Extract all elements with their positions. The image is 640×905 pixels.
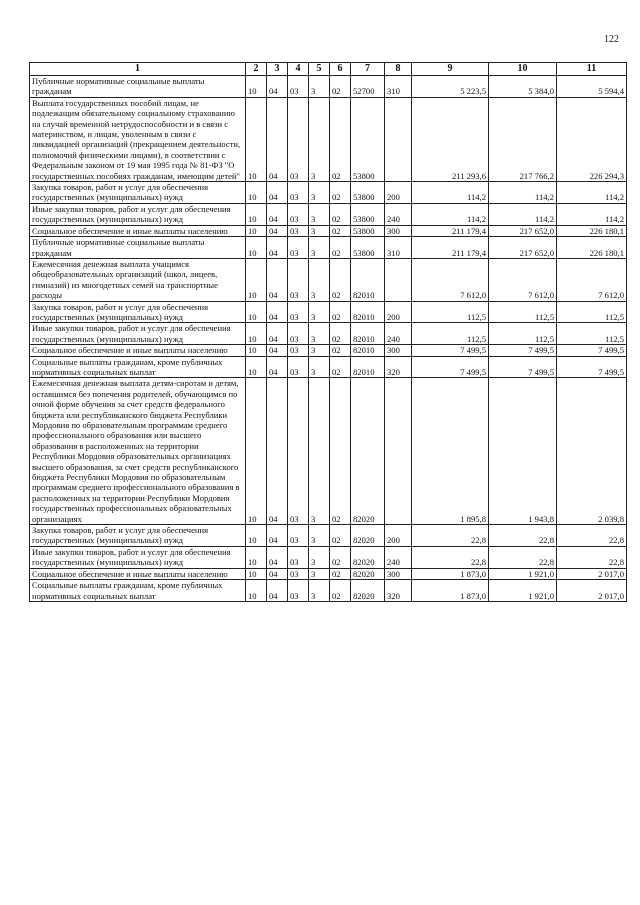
subprogram-code-cell: 3: [309, 345, 330, 356]
column-header: 4: [288, 63, 309, 76]
table-row: [30, 97, 627, 181]
event-code-cell: 02: [330, 356, 351, 378]
column-header: 2: [246, 63, 267, 76]
subsection-code-cell: 04: [267, 378, 288, 525]
expense-type-cell: 240: [385, 323, 412, 345]
table-row: [30, 568, 627, 579]
program-code-cell: 03: [288, 225, 309, 236]
amount-year-3-cell: 112,5: [557, 323, 627, 345]
subprogram-code-cell: 3: [309, 76, 330, 98]
amount-year-2-cell: 22,8: [489, 525, 557, 547]
column-header: 3: [267, 63, 288, 76]
row-name-cell: Закупка товаров, работ и услуг для обеспечения государственных (муниципальных) нужд: [30, 182, 246, 204]
amount-year-2-cell: 5 384,0: [489, 76, 557, 98]
subsection-code-cell: 04: [267, 580, 288, 602]
expense-type-cell: 300: [385, 568, 412, 579]
amount-year-2-cell: 1 943,8: [489, 378, 557, 525]
table-row: [30, 525, 627, 547]
direction-code-cell: 53800: [351, 182, 385, 204]
event-code-cell: 02: [330, 97, 351, 181]
subsection-code-cell: 04: [267, 182, 288, 204]
subsection-code-cell: 04: [267, 525, 288, 547]
event-code-cell: 02: [330, 323, 351, 345]
program-code-cell: 03: [288, 237, 309, 259]
amount-year-1-cell: 211 293,6: [412, 97, 489, 181]
event-code-cell: 02: [330, 76, 351, 98]
amount-year-3-cell: 114,2: [557, 182, 627, 204]
amount-year-3-cell: 22,8: [557, 546, 627, 568]
table-row: [30, 237, 627, 259]
row-name-cell: Иные закупки товаров, работ и услуг для обеспечения государственных (муниципальных) нужд: [30, 323, 246, 345]
amount-year-2-cell: 1 921,0: [489, 568, 557, 579]
amount-year-3-cell: 7 499,5: [557, 356, 627, 378]
event-code-cell: 02: [330, 182, 351, 204]
subprogram-code-cell: 3: [309, 225, 330, 236]
direction-code-cell: 52700: [351, 76, 385, 98]
amount-year-2-cell: 114,2: [489, 182, 557, 204]
direction-code-cell: 53800: [351, 225, 385, 236]
amount-year-1-cell: 22,8: [412, 546, 489, 568]
amount-year-1-cell: 22,8: [412, 525, 489, 547]
expense-type-cell: 310: [385, 76, 412, 98]
table-row: [30, 378, 627, 525]
row-name-cell: Выплата государственных пособий лицам, не подлежащим обязательному социальному страхованию на случай временной нетрудоспособности и в связи с материнством, и лицам, уволенным в связи с ликвидацией организаций (прекращением деятельности, полномочий физическими лицами), в соответствии с Федеральным законом от 19 мая 1995 года № 81-ФЗ "О государственных пособиях гражданам, имеющим детей": [30, 97, 246, 181]
subsection-code-cell: 04: [267, 97, 288, 181]
program-code-cell: 03: [288, 580, 309, 602]
event-code-cell: 02: [330, 546, 351, 568]
page-number: 122: [604, 34, 619, 45]
column-header: 9: [412, 63, 489, 76]
section-code-cell: 10: [246, 237, 267, 259]
direction-code-cell: 53800: [351, 97, 385, 181]
subprogram-code-cell: 3: [309, 568, 330, 579]
section-code-cell: 10: [246, 182, 267, 204]
subprogram-code-cell: 3: [309, 97, 330, 181]
subsection-code-cell: 04: [267, 345, 288, 356]
program-code-cell: 03: [288, 258, 309, 301]
amount-year-3-cell: 5 594,4: [557, 76, 627, 98]
row-name-cell: Закупка товаров, работ и услуг для обеспечения государственных (муниципальных) нужд: [30, 525, 246, 547]
amount-year-1-cell: 112,5: [412, 323, 489, 345]
table-row: [30, 301, 627, 323]
section-code-cell: 10: [246, 580, 267, 602]
section-code-cell: 10: [246, 225, 267, 236]
section-code-cell: 10: [246, 568, 267, 579]
event-code-cell: 02: [330, 378, 351, 525]
amount-year-1-cell: 112,5: [412, 301, 489, 323]
row-name-cell: Социальное обеспечение и иные выплаты населению: [30, 345, 246, 356]
row-name-cell: Социальное обеспечение и иные выплаты населению: [30, 225, 246, 236]
amount-year-2-cell: 1 921,0: [489, 580, 557, 602]
direction-code-cell: 82020: [351, 568, 385, 579]
table-header-row: [30, 63, 627, 76]
amount-year-3-cell: 114,2: [557, 203, 627, 225]
program-code-cell: 03: [288, 525, 309, 547]
expense-type-cell: 310: [385, 237, 412, 259]
subprogram-code-cell: 3: [309, 203, 330, 225]
amount-year-2-cell: 22,8: [489, 546, 557, 568]
row-name-cell: Иные закупки товаров, работ и услуг для обеспечения государственных (муниципальных) нужд: [30, 203, 246, 225]
table-row: [30, 580, 627, 602]
expense-type-cell: 240: [385, 203, 412, 225]
row-name-cell: Публичные нормативные социальные выплаты гражданам: [30, 237, 246, 259]
subsection-code-cell: 04: [267, 323, 288, 345]
amount-year-3-cell: 7 499,5: [557, 345, 627, 356]
expense-type-cell: 200: [385, 182, 412, 204]
direction-code-cell: 53800: [351, 237, 385, 259]
budget-table: [29, 62, 627, 602]
amount-year-2-cell: 217 652,0: [489, 225, 557, 236]
table-row: [30, 258, 627, 301]
amount-year-1-cell: 7 499,5: [412, 356, 489, 378]
row-name-cell: Ежемесячная денежная выплата детям-сиротам и детям, оставшимся без попечения родителей, обучающимся по очной форме обучения за счет средств федерального бюджета или республиканского бюджета Республики Мордовия по образовательным программам среднего профессионального образования или высшего образования в расположенных на территории Республики Мордовия образовательных организациях высшего образования, за счет средств республиканского бюджета Республики Мордовия по образовательным программам среднего профессионального образования в расположенных на территории Республики Мордовия государственных профессиональных образовательных организациях: [30, 378, 246, 525]
subprogram-code-cell: 3: [309, 301, 330, 323]
section-code-cell: 10: [246, 76, 267, 98]
column-header: 5: [309, 63, 330, 76]
subprogram-code-cell: 3: [309, 237, 330, 259]
amount-year-1-cell: 114,2: [412, 182, 489, 204]
expense-type-cell: 240: [385, 546, 412, 568]
table-row: [30, 203, 627, 225]
direction-code-cell: 82010: [351, 301, 385, 323]
row-name-cell: Иные закупки товаров, работ и услуг для обеспечения государственных (муниципальных) нужд: [30, 546, 246, 568]
table-row: [30, 546, 627, 568]
amount-year-3-cell: 226 180,1: [557, 237, 627, 259]
direction-code-cell: 82010: [351, 356, 385, 378]
table-row: [30, 356, 627, 378]
event-code-cell: 02: [330, 301, 351, 323]
expense-type-cell: [385, 258, 412, 301]
event-code-cell: 02: [330, 568, 351, 579]
subsection-code-cell: 04: [267, 568, 288, 579]
direction-code-cell: 53800: [351, 203, 385, 225]
subprogram-code-cell: 3: [309, 525, 330, 547]
table-row: [30, 76, 627, 98]
section-code-cell: 10: [246, 323, 267, 345]
subprogram-code-cell: 3: [309, 258, 330, 301]
row-name-cell: Социальные выплаты гражданам, кроме публичных нормативных социальных выплат: [30, 356, 246, 378]
subprogram-code-cell: 3: [309, 580, 330, 602]
section-code-cell: 10: [246, 356, 267, 378]
amount-year-3-cell: 22,8: [557, 525, 627, 547]
column-header: 7: [351, 63, 385, 76]
subprogram-code-cell: 3: [309, 546, 330, 568]
amount-year-1-cell: 1 873,0: [412, 568, 489, 579]
amount-year-3-cell: 2 017,0: [557, 580, 627, 602]
amount-year-1-cell: 114,2: [412, 203, 489, 225]
row-name-cell: Ежемесячная денежная выплата учащимся общеобразовательных организаций (школ, лицеев, гимназий) из многодетных семей на транспортные расходы: [30, 258, 246, 301]
direction-code-cell: 82020: [351, 546, 385, 568]
amount-year-1-cell: 211 179,4: [412, 225, 489, 236]
event-code-cell: 02: [330, 580, 351, 602]
program-code-cell: 03: [288, 546, 309, 568]
amount-year-2-cell: 114,2: [489, 203, 557, 225]
event-code-cell: 02: [330, 525, 351, 547]
expense-type-cell: 300: [385, 345, 412, 356]
expense-type-cell: 320: [385, 580, 412, 602]
direction-code-cell: 82020: [351, 525, 385, 547]
amount-year-2-cell: 112,5: [489, 301, 557, 323]
table-row: [30, 182, 627, 204]
section-code-cell: 10: [246, 203, 267, 225]
amount-year-1-cell: 211 179,4: [412, 237, 489, 259]
amount-year-2-cell: 217 766,2: [489, 97, 557, 181]
amount-year-1-cell: 7 499,5: [412, 345, 489, 356]
section-code-cell: 10: [246, 546, 267, 568]
direction-code-cell: 82010: [351, 345, 385, 356]
amount-year-2-cell: 7 499,5: [489, 356, 557, 378]
expense-type-cell: 200: [385, 525, 412, 547]
section-code-cell: 10: [246, 97, 267, 181]
subsection-code-cell: 04: [267, 203, 288, 225]
row-name-cell: Публичные нормативные социальные выплаты гражданам: [30, 76, 246, 98]
subprogram-code-cell: 3: [309, 323, 330, 345]
expense-type-cell: 200: [385, 301, 412, 323]
event-code-cell: 02: [330, 258, 351, 301]
program-code-cell: 03: [288, 97, 309, 181]
amount-year-1-cell: 5 223,5: [412, 76, 489, 98]
subsection-code-cell: 04: [267, 237, 288, 259]
subsection-code-cell: 04: [267, 301, 288, 323]
section-code-cell: 10: [246, 258, 267, 301]
program-code-cell: 03: [288, 76, 309, 98]
amount-year-1-cell: 1 873,0: [412, 580, 489, 602]
expense-type-cell: 300: [385, 225, 412, 236]
subsection-code-cell: 04: [267, 356, 288, 378]
amount-year-2-cell: 7 499,5: [489, 345, 557, 356]
table-row: [30, 225, 627, 236]
subsection-code-cell: 04: [267, 76, 288, 98]
event-code-cell: 02: [330, 237, 351, 259]
subsection-code-cell: 04: [267, 225, 288, 236]
amount-year-1-cell: 7 612,0: [412, 258, 489, 301]
subsection-code-cell: 04: [267, 546, 288, 568]
column-header: 6: [330, 63, 351, 76]
program-code-cell: 03: [288, 203, 309, 225]
amount-year-2-cell: 217 652,0: [489, 237, 557, 259]
amount-year-2-cell: 7 612,0: [489, 258, 557, 301]
event-code-cell: 02: [330, 225, 351, 236]
table-row: [30, 323, 627, 345]
column-header: 10: [489, 63, 557, 76]
program-code-cell: 03: [288, 345, 309, 356]
row-name-cell: Социальные выплаты гражданам, кроме публичных нормативных социальных выплат: [30, 580, 246, 602]
column-header: 11: [557, 63, 627, 76]
program-code-cell: 03: [288, 182, 309, 204]
row-name-cell: Закупка товаров, работ и услуг для обеспечения государственных (муниципальных) нужд: [30, 301, 246, 323]
direction-code-cell: 82020: [351, 378, 385, 525]
direction-code-cell: 82010: [351, 323, 385, 345]
amount-year-3-cell: 2 017,0: [557, 568, 627, 579]
direction-code-cell: 82020: [351, 580, 385, 602]
table-body: [30, 76, 627, 602]
amount-year-1-cell: 1 895,8: [412, 378, 489, 525]
amount-year-3-cell: 2 039,8: [557, 378, 627, 525]
subprogram-code-cell: 3: [309, 182, 330, 204]
program-code-cell: 03: [288, 568, 309, 579]
table-row: [30, 345, 627, 356]
program-code-cell: 03: [288, 323, 309, 345]
column-header: 1: [30, 63, 246, 76]
expense-type-cell: [385, 378, 412, 525]
direction-code-cell: 82010: [351, 258, 385, 301]
section-code-cell: 10: [246, 525, 267, 547]
subprogram-code-cell: 3: [309, 378, 330, 525]
amount-year-3-cell: 7 612,0: [557, 258, 627, 301]
amount-year-3-cell: 112,5: [557, 301, 627, 323]
section-code-cell: 10: [246, 345, 267, 356]
section-code-cell: 10: [246, 378, 267, 525]
event-code-cell: 02: [330, 203, 351, 225]
row-name-cell: Социальное обеспечение и иные выплаты населению: [30, 568, 246, 579]
expense-type-cell: 320: [385, 356, 412, 378]
event-code-cell: 02: [330, 345, 351, 356]
subprogram-code-cell: 3: [309, 356, 330, 378]
program-code-cell: 03: [288, 378, 309, 525]
section-code-cell: 10: [246, 301, 267, 323]
program-code-cell: 03: [288, 301, 309, 323]
column-header: 8: [385, 63, 412, 76]
expense-type-cell: [385, 97, 412, 181]
program-code-cell: 03: [288, 356, 309, 378]
amount-year-2-cell: 112,5: [489, 323, 557, 345]
amount-year-3-cell: 226 180,1: [557, 225, 627, 236]
amount-year-3-cell: 226 294,3: [557, 97, 627, 181]
subsection-code-cell: 04: [267, 258, 288, 301]
